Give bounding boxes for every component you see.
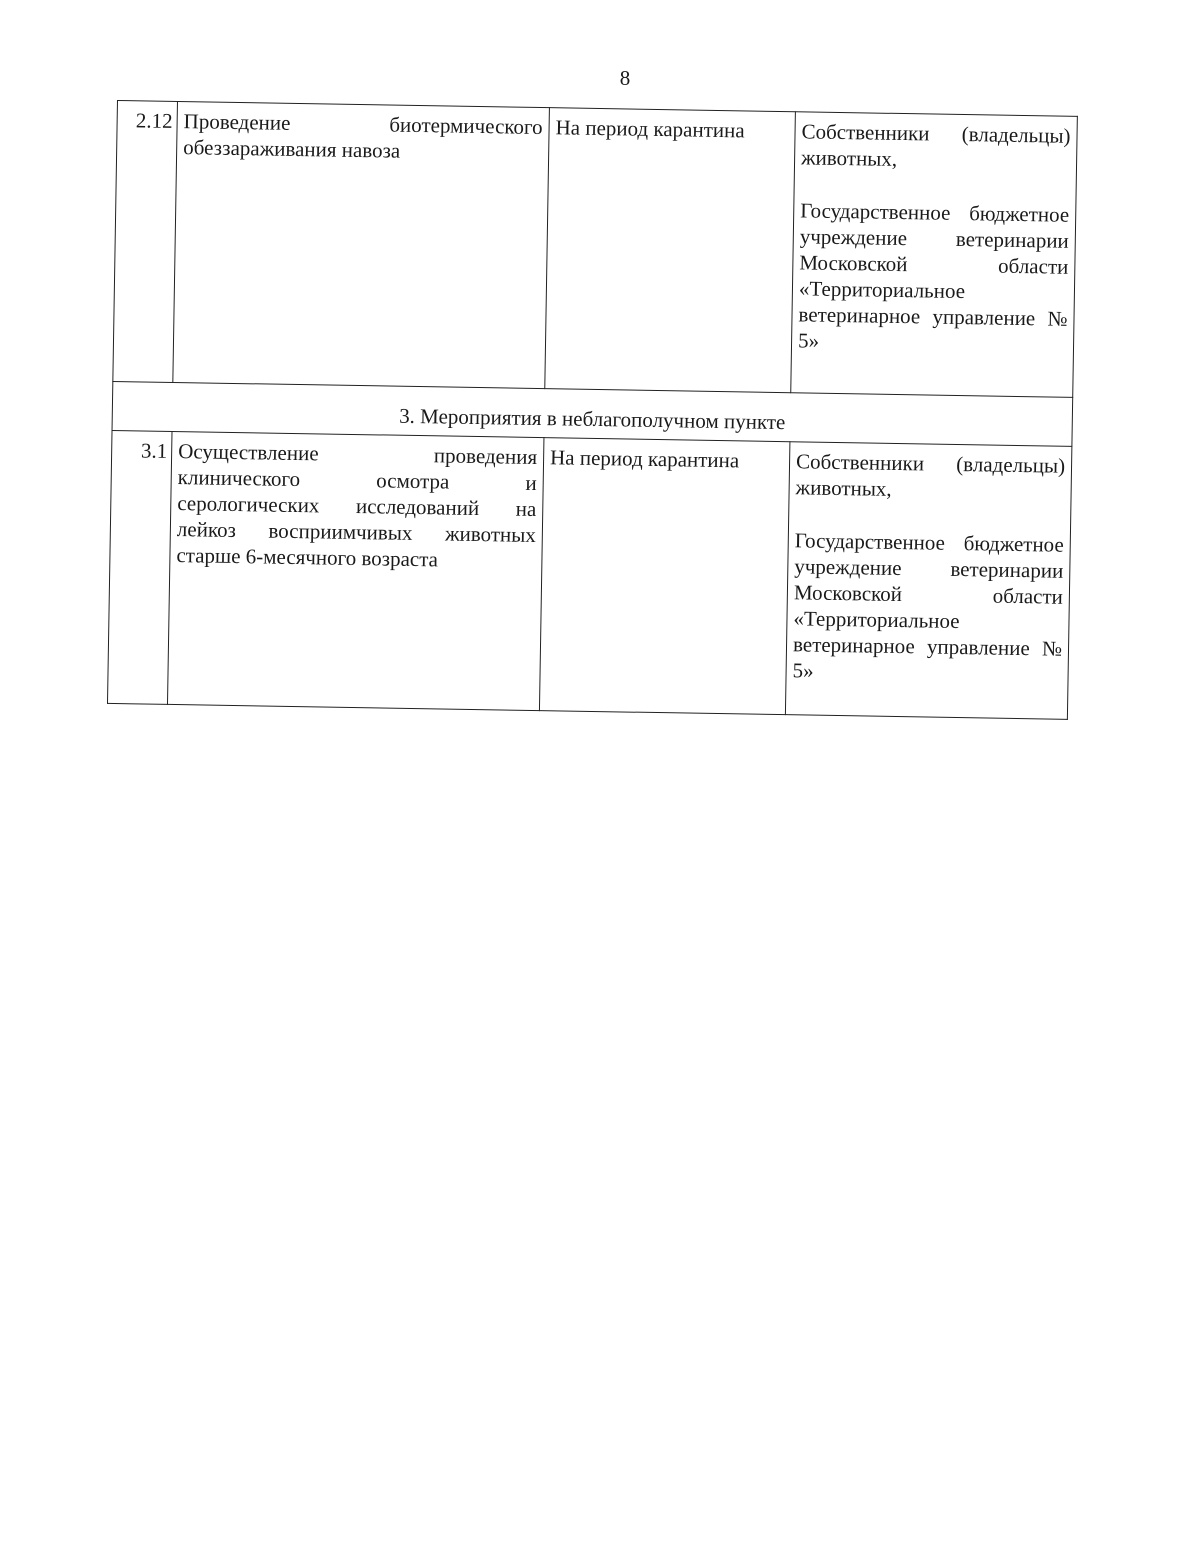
responsible-owners: Собственники (владельцы) животных,: [795, 449, 1066, 501]
responsible-parties: [785, 442, 1071, 720]
table-row: [113, 101, 1078, 398]
section-heading: 3. Мероприятия в неблагополучном пункте: [112, 381, 1073, 446]
responsible-owners: Собственники (владельцы) животных,: [800, 119, 1071, 171]
measure-term: На период карантина: [539, 438, 789, 715]
responsible-parties: [791, 112, 1078, 398]
measure-description: Осуществление проведения клинического осмотра и серологических исследований на лейкоз восприимчивых животных старше 6-месячного возраста: [167, 431, 543, 710]
table-row: [107, 430, 1071, 719]
measures-table: [107, 100, 1078, 720]
responsible-institution: Государственное бюджетное учреждение ветеринарии Московской области «Территориальное ветеринарное управление № 5»: [792, 528, 1064, 683]
item-number: 3.1: [107, 430, 172, 704]
responsible-institution: Государственное бюджетное учреждение ветеринарии Московской области «Территориальное ветеринарное управление № 5»: [797, 198, 1070, 353]
item-number: 2.12: [113, 101, 178, 383]
measure-term: На период карантина: [545, 108, 796, 393]
measure-description: Проведение биотермического обеззараживания навоза: [173, 102, 550, 389]
page-number: 8: [619, 66, 631, 90]
